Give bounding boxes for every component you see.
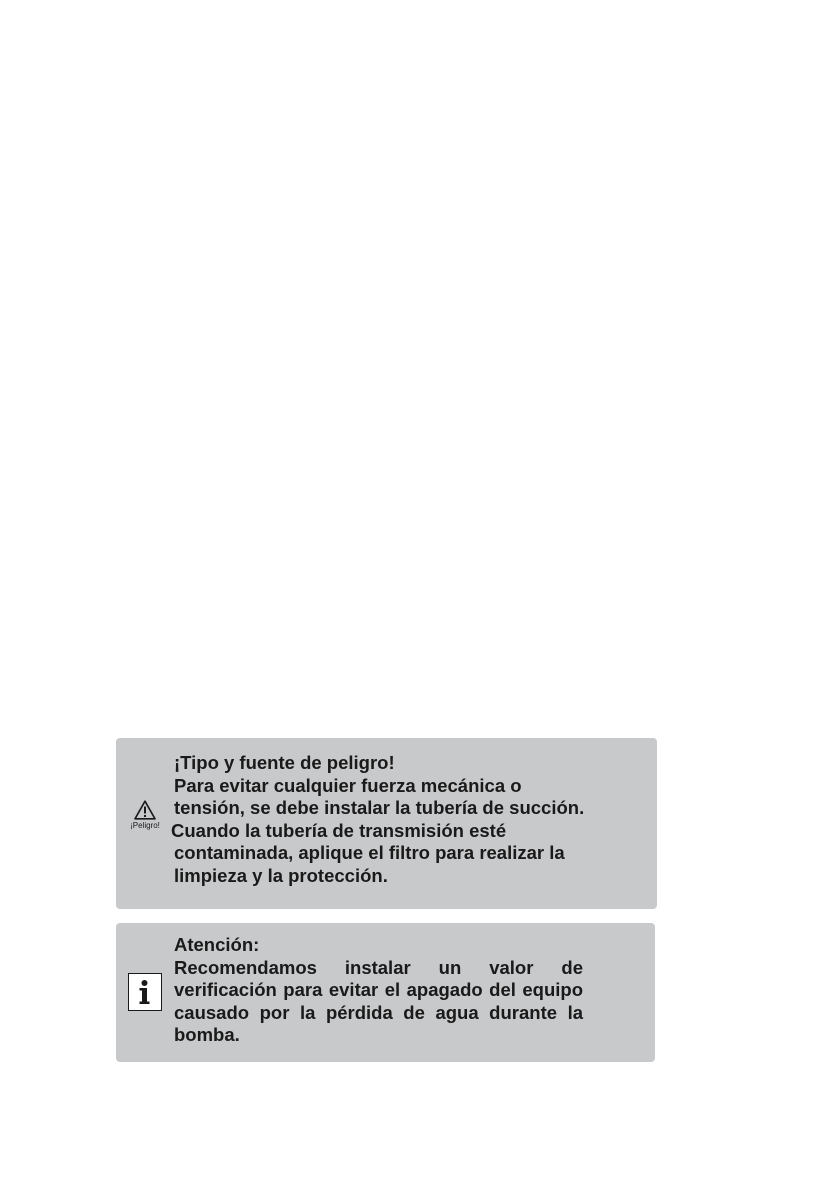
info-body: Recomendamos instalar un valor de verificación para evitar el apagado del equipo causado por la pérdida de agua durante la bomba. <box>174 956 583 1045</box>
danger-line: limpieza y la protección. <box>174 864 388 886</box>
danger-icon-caption: ¡Peligro! <box>130 821 160 830</box>
danger-line: tensión, se debe instalar la tubería de succión. <box>174 797 585 818</box>
warning-icon-group <box>127 800 163 830</box>
danger-line: Cuando la tubería de transmisión esté <box>171 819 507 841</box>
warning-triangle-icon <box>134 800 156 820</box>
info-title: Atención: <box>174 934 260 955</box>
danger-line: contaminada, aplique el filtro para realizar la <box>174 842 565 863</box>
danger-notice-box <box>116 738 657 909</box>
info-notice-box <box>116 923 655 1062</box>
info-icon <box>128 973 162 1011</box>
danger-line: Para evitar cualquier fuerza mecánica o <box>174 774 522 796</box>
danger-notice-text <box>171 752 644 887</box>
info-notice-text <box>174 934 583 1047</box>
danger-title: ¡Tipo y fuente de peligro! <box>174 752 395 773</box>
